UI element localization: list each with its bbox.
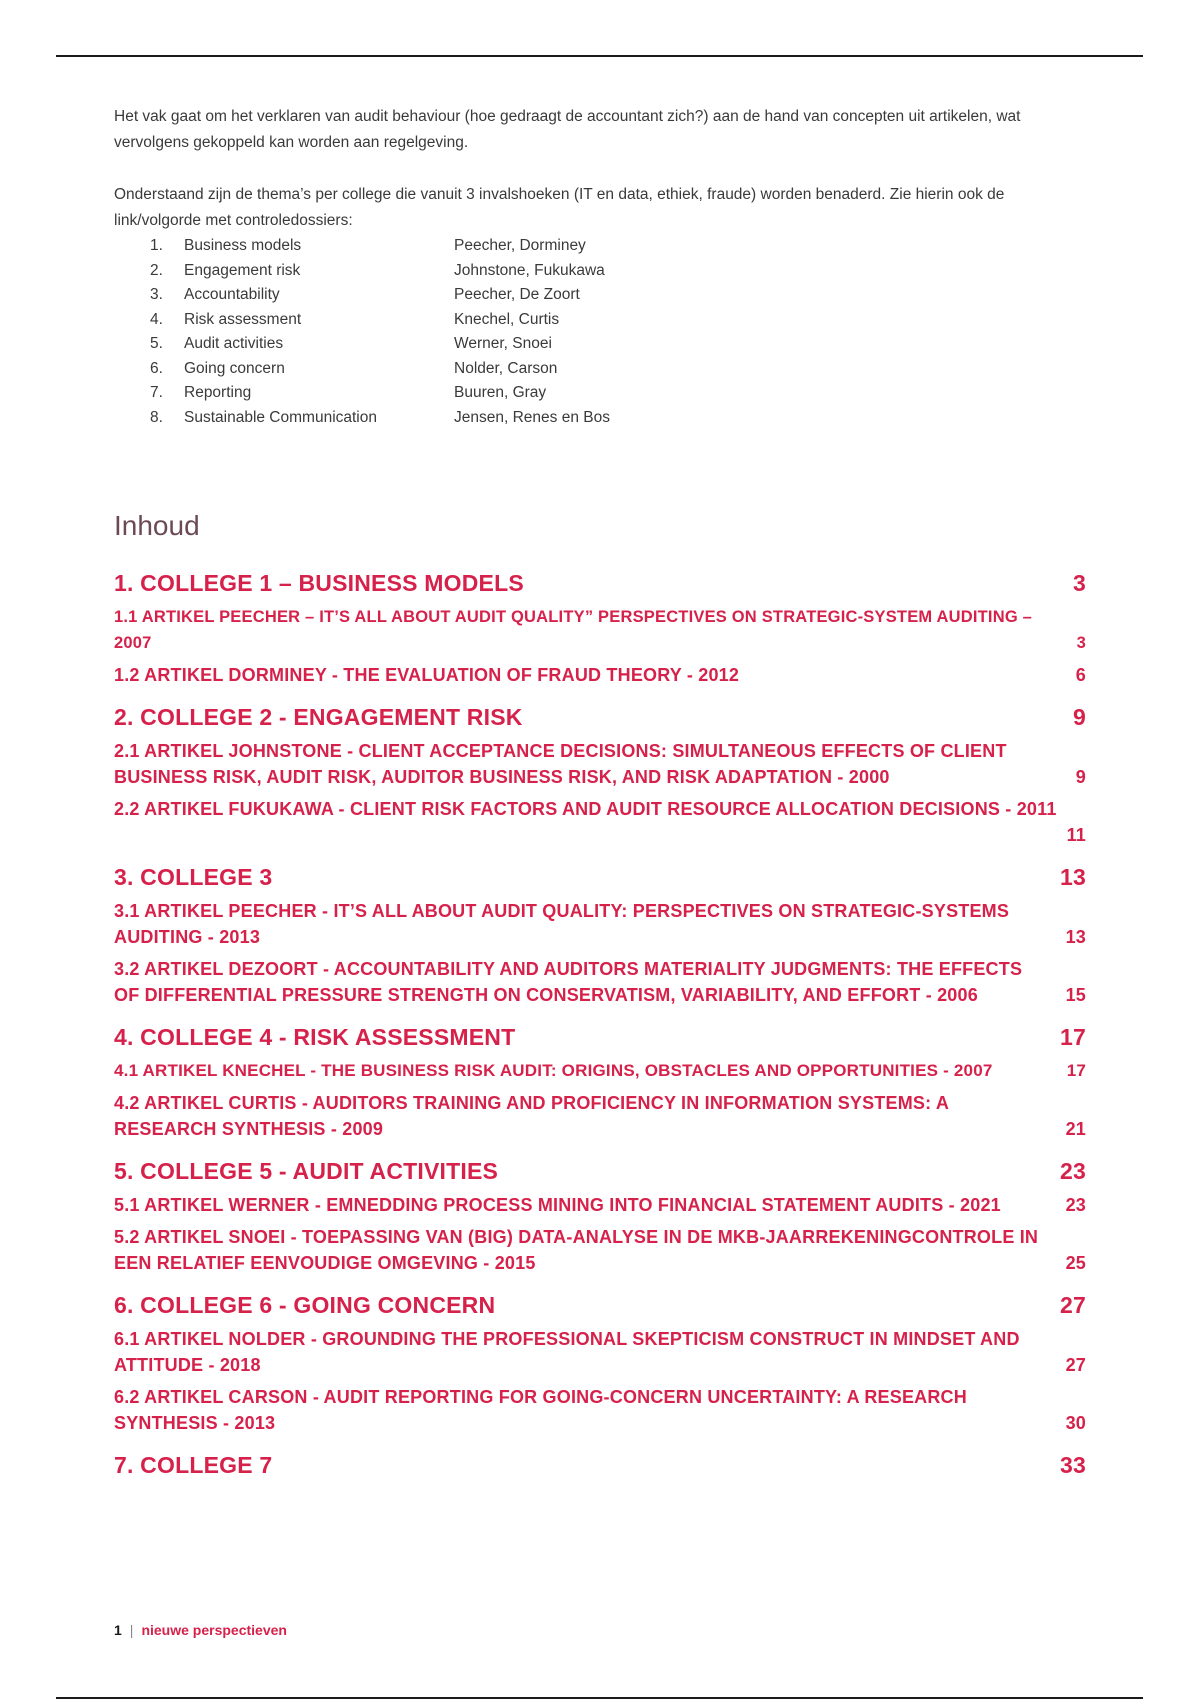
toc-entry-page: 23: [1060, 1158, 1086, 1184]
toc-entry-page: 3: [1073, 570, 1086, 596]
toc-entry-title: 6.1 ARTIKEL NOLDER - GROUNDING THE PROFESSIONAL SKEPTICISM CONSTRUCT IN MINDSET AND ATTITUDE - 2018: [114, 1329, 1020, 1375]
toc-entry-page: 11: [1066, 825, 1086, 845]
theme-authors: Buuren, Gray: [454, 384, 547, 401]
toc-entry-title: 3.2 ARTIKEL DEZOORT - ACCOUNTABILITY AND AUDITORS MATERIALITY JUDGMENTS: THE EFFECTS OF DIFFERENTIAL PRESSURE STRENGTH ON CONSERVATISM, VARIABILITY, AND EFFORT - 2006: [114, 959, 1023, 1005]
toc-section-2-1[interactable]: [114, 738, 1086, 790]
toc-entry-title: 2.1 ARTIKEL JOHNSTONE - CLIENT ACCEPTANCE DECISIONS: SIMULTANEOUS EFFECTS OF CLIENT BUSINESS RISK, AUDIT RISK, AUDITOR BUSINESS RISK, AND RISK ADAPTATION - 2000: [114, 741, 1007, 787]
toc-entry-title: 2.2 ARTIKEL FUKUKAWA - CLIENT RISK FACTORS AND AUDIT RESOURCE ALLOCATION DECISIONS - 2011: [114, 799, 1057, 819]
intro-section: [114, 104, 1086, 430]
toc-entry-title: 6. COLLEGE 6 - GOING CONCERN: [114, 1292, 496, 1318]
toc-entry-title: 4.2 ARTIKEL CURTIS - AUDITORS TRAINING AND PROFICIENCY IN INFORMATION SYSTEMS: A RESEARCH SYNTHESIS - 2009: [114, 1093, 949, 1139]
toc-section-1-1[interactable]: [114, 604, 1086, 656]
intro-paragraph-2: Onderstaand zijn de thema’s per college die vanuit 3 invalshoeken (IT en data, ethiek, fraude) worden benaderd. Zie hierin ook de link/volgorde met controledossiers:: [114, 186, 1005, 229]
footer-page-number: 1: [114, 1622, 122, 1638]
toc-chapter-6[interactable]: [114, 1290, 1086, 1320]
toc-entry-title: 5.1 ARTIKEL WERNER - EMNEDDING PROCESS MINING INTO FINANCIAL STATEMENT AUDITS - 2021: [114, 1195, 1001, 1215]
toc-entry-title: 6.2 ARTIKEL CARSON - AUDIT REPORTING FOR GOING-CONCERN UNCERTAINTY: A RESEARCH SYNTHESIS - 2013: [114, 1387, 967, 1433]
toc-section-4-2[interactable]: [114, 1090, 1086, 1142]
toc-entry-page: 17: [1066, 1061, 1086, 1080]
theme-list: [114, 234, 1086, 430]
theme-authors: Jensen, Renes en Bos: [454, 408, 610, 426]
toc-entry-title: 5.2 ARTIKEL SNOEI - TOEPASSING VAN (BIG) DATA-ANALYSE IN DE MKB-JAARREKENINGCONTROLE IN EEN RELATIEF EENVOUDIGE OMGEVING - 2015: [114, 1227, 1039, 1273]
footer-separator: |: [129, 1622, 134, 1638]
theme-number: 8.: [150, 408, 163, 426]
toc-section-6-1[interactable]: [114, 1326, 1086, 1378]
theme-authors: Knechel, Curtis: [454, 310, 560, 328]
theme-topic: Accountability: [184, 286, 280, 303]
page-footer: [114, 1622, 287, 1638]
footer-brand: nieuwe perspectieven: [141, 1622, 287, 1638]
theme-number: 2.: [150, 261, 163, 279]
toc-chapter-1[interactable]: [114, 568, 1086, 598]
intro-paragraph-1: Het vak gaat om het verklaren van audit behaviour (hoe gedraagt de accountant zich?) aan de hand van concepten uit artikelen, wat vervolgens gekoppeld kan worden aan regelgeving.: [114, 108, 1021, 151]
bottom-rule: [56, 1697, 1143, 1699]
theme-item: [114, 381, 1086, 406]
theme-topic: Audit activities: [184, 335, 284, 352]
toc-entry-title: 7. COLLEGE 7: [114, 1452, 273, 1478]
theme-topic: Reporting: [184, 384, 252, 401]
toc-entry-title: 4.1 ARTIKEL KNECHEL - THE BUSINESS RISK AUDIT: ORIGINS, OBSTACLES AND OPPORTUNITIES - 2007: [114, 1061, 993, 1080]
theme-authors: Peecher, De Zoort: [454, 286, 580, 303]
toc-entry-title: 1.1 ARTIKEL PEECHER – IT’S ALL ABOUT AUDIT QUALITY” PERSPECTIVES ON STRATEGIC-SYSTEM AUDITING – 2007: [114, 608, 1033, 652]
theme-item: [114, 406, 1086, 431]
theme-authors: Werner, Snoei: [454, 335, 552, 352]
toc-section-5-1[interactable]: [114, 1192, 1086, 1218]
toc-section-6-2[interactable]: [114, 1384, 1086, 1436]
toc-section-3-1[interactable]: [114, 898, 1086, 950]
theme-item: [114, 259, 1086, 284]
theme-number: 5.: [150, 335, 163, 352]
theme-item: [114, 234, 1086, 259]
theme-topic: Risk assessment: [184, 310, 302, 328]
toc-entry-title: 4. COLLEGE 4 - RISK ASSESSMENT: [114, 1024, 516, 1050]
theme-authors: Johnstone, Fukukawa: [454, 261, 605, 279]
toc-section-2-2[interactable]: [114, 796, 1086, 848]
toc-entry-page: 15: [1065, 985, 1086, 1005]
toc-heading: Inhoud: [114, 510, 200, 541]
toc-chapter-2[interactable]: [114, 702, 1086, 732]
theme-item: [114, 332, 1086, 357]
toc-chapter-7[interactable]: [114, 1450, 1086, 1480]
toc-section-3-2[interactable]: [114, 956, 1086, 1008]
toc-entry-page: 27: [1065, 1355, 1086, 1375]
theme-item: [114, 357, 1086, 382]
toc-entry-page: 23: [1065, 1195, 1086, 1215]
theme-item: [114, 283, 1086, 308]
theme-authors: Peecher, Dorminey: [454, 237, 586, 254]
theme-number: 7.: [150, 384, 163, 401]
toc-section-4-1[interactable]: [114, 1058, 1086, 1084]
toc-chapter-5[interactable]: [114, 1156, 1086, 1186]
theme-topic: Business models: [184, 237, 302, 254]
toc-entry-page: 9: [1075, 767, 1086, 787]
toc-section-5-2[interactable]: [114, 1224, 1086, 1276]
toc-entry-page: 6: [1075, 665, 1086, 685]
theme-topic: Sustainable Communication: [184, 408, 377, 426]
theme-number: 1.: [150, 237, 163, 254]
toc-entry-page: 13: [1065, 927, 1086, 947]
toc-entry-page: 13: [1060, 864, 1086, 890]
theme-topic: Engagement risk: [184, 261, 301, 279]
toc-entry-page: 9: [1073, 704, 1086, 730]
toc-entry-title: 3.1 ARTIKEL PEECHER - IT’S ALL ABOUT AUDIT QUALITY: PERSPECTIVES ON STRATEGIC-SYSTEMS AUDITING - 2013: [114, 901, 1010, 947]
toc-section-1-2[interactable]: [114, 662, 1086, 688]
theme-number: 4.: [150, 310, 163, 328]
theme-topic: Going concern: [184, 359, 285, 377]
toc-chapter-4[interactable]: [114, 1022, 1086, 1052]
toc-entry-title: 1. COLLEGE 1 – BUSINESS MODELS: [114, 570, 524, 596]
toc-entry-title: 5. COLLEGE 5 - AUDIT ACTIVITIES: [114, 1158, 499, 1184]
theme-authors: Nolder, Carson: [454, 359, 558, 377]
toc-entry-page: 30: [1065, 1413, 1086, 1433]
theme-number: 6.: [150, 359, 163, 377]
toc-entry-title: 2. COLLEGE 2 - ENGAGEMENT RISK: [114, 704, 523, 730]
theme-item: [114, 308, 1086, 333]
table-of-contents: [114, 568, 1086, 1480]
toc-entry-page: 25: [1065, 1253, 1086, 1273]
toc-entry-title: 1.2 ARTIKEL DORMINEY - THE EVALUATION OF FRAUD THEORY - 2012: [114, 665, 740, 685]
top-rule: [56, 55, 1143, 57]
toc-entry-page: 17: [1060, 1024, 1086, 1050]
toc-entry-page: 21: [1065, 1119, 1086, 1139]
toc-chapter-3[interactable]: [114, 862, 1086, 892]
toc-entry-page: 3: [1076, 634, 1086, 652]
toc-entry-page: 33: [1060, 1452, 1086, 1478]
toc-entry-page: 27: [1060, 1292, 1086, 1318]
theme-number: 3.: [150, 286, 163, 303]
toc-entry-title: 3. COLLEGE 3: [114, 864, 273, 890]
